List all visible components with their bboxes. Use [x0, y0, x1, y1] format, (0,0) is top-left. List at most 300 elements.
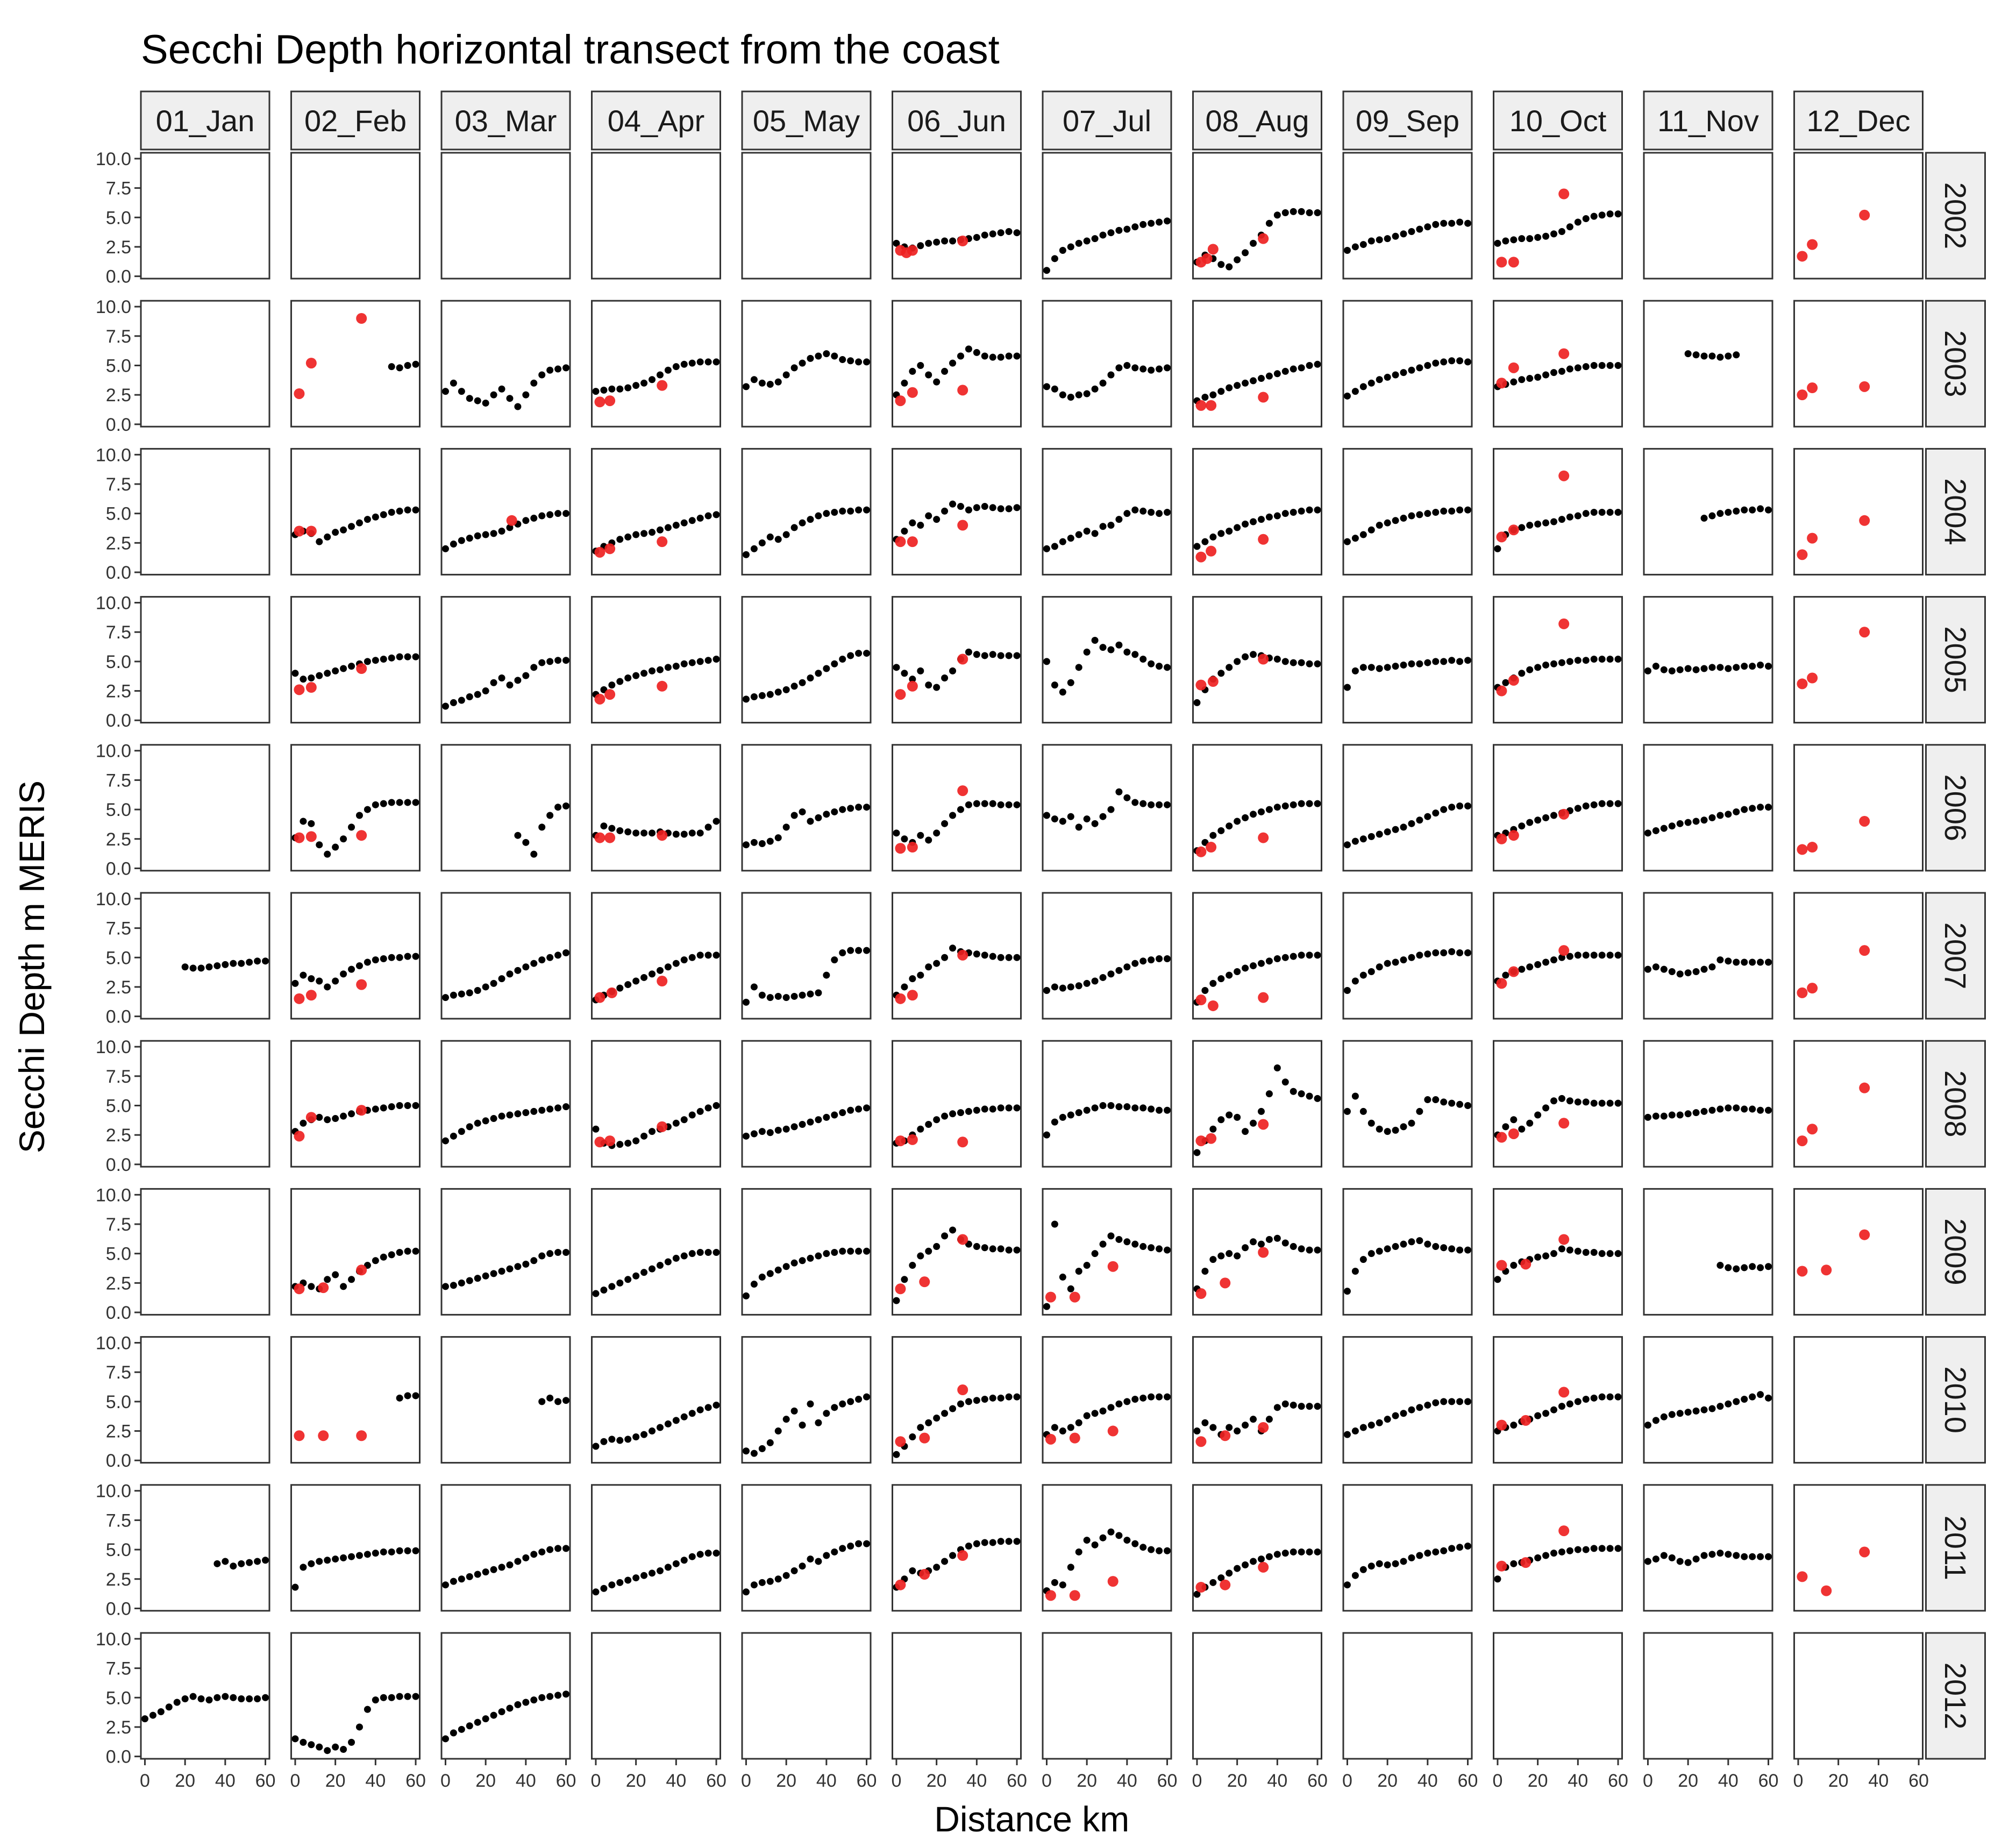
meris-point — [839, 949, 846, 956]
meris-point — [1306, 1548, 1313, 1555]
meris-point — [1392, 233, 1399, 240]
meris-point — [767, 534, 774, 541]
meris-point — [1607, 951, 1614, 958]
meris-point — [1131, 507, 1138, 514]
meris-point — [1123, 362, 1130, 369]
meris-point — [554, 1692, 561, 1699]
meris-point — [855, 1540, 862, 1547]
meris-point — [665, 664, 672, 671]
meris-point — [340, 1113, 347, 1120]
meris-point — [1368, 527, 1375, 534]
meris-point — [965, 345, 972, 352]
meris-point — [855, 947, 862, 954]
meris-point — [1290, 509, 1297, 516]
meris-point — [1685, 1409, 1692, 1416]
meris-point — [1217, 530, 1224, 537]
meris-point — [1100, 232, 1107, 239]
y-tick-label: 7.5 — [105, 1362, 131, 1383]
meris-point — [1566, 223, 1573, 230]
meris-point — [1408, 1406, 1415, 1413]
meris-point — [783, 531, 790, 538]
meris-point — [1314, 1403, 1321, 1410]
meris-point — [925, 240, 932, 247]
insitu-point — [607, 988, 617, 998]
meris-point — [1084, 528, 1091, 535]
meris-point — [1014, 1104, 1021, 1111]
meris-point — [546, 511, 553, 518]
meris-point — [1344, 684, 1351, 691]
meris-point — [1067, 243, 1074, 250]
meris-point — [380, 1254, 387, 1261]
meris-point — [1558, 1548, 1565, 1555]
meris-point — [1494, 545, 1501, 552]
meris-point — [546, 1693, 553, 1700]
meris-point — [1575, 1546, 1582, 1553]
meris-point — [1059, 247, 1066, 254]
meris-point — [1526, 522, 1533, 529]
meris-point — [538, 1548, 545, 1555]
meris-point — [1669, 1411, 1676, 1418]
meris-point — [1733, 508, 1740, 515]
meris-point — [1741, 959, 1748, 966]
meris-point — [1526, 375, 1533, 382]
meris-point — [933, 1243, 940, 1250]
meris-point — [324, 1276, 331, 1283]
meris-point — [356, 962, 363, 969]
insitu-point — [957, 950, 968, 961]
meris-point — [1749, 1394, 1756, 1401]
meris-point — [839, 806, 846, 813]
meris-point — [1164, 955, 1171, 962]
meris-point — [989, 651, 996, 658]
meris-point — [1250, 651, 1257, 658]
meris-point — [1290, 659, 1297, 666]
y-tick-label: 5.0 — [105, 651, 131, 672]
meris-point — [1456, 1101, 1463, 1108]
meris-point — [673, 663, 680, 670]
meris-point — [713, 1102, 720, 1109]
meris-point — [799, 1257, 806, 1264]
meris-point — [917, 832, 924, 839]
meris-point — [1384, 960, 1391, 967]
meris-point — [1725, 1401, 1732, 1408]
meris-point — [1156, 663, 1163, 670]
meris-point — [1749, 1553, 1756, 1560]
meris-point — [1716, 1403, 1723, 1410]
meris-point — [965, 649, 972, 656]
panel-2007-09_Sep — [1343, 893, 1472, 1019]
y-tick-label: 2.5 — [105, 977, 131, 998]
meris-point — [592, 1588, 599, 1595]
meris-point — [973, 651, 980, 658]
meris-point — [372, 1696, 379, 1703]
meris-point — [458, 1280, 465, 1287]
meris-point — [1131, 223, 1138, 230]
y-tick-label: 5.0 — [105, 1540, 131, 1561]
insitu-point — [907, 842, 918, 853]
meris-point — [1701, 1552, 1708, 1559]
y-tick-label: 2.5 — [105, 237, 131, 258]
meris-point — [1550, 1250, 1557, 1257]
meris-point — [1550, 956, 1557, 963]
meris-point — [332, 1744, 339, 1751]
meris-point — [1392, 517, 1399, 524]
meris-point — [624, 1576, 631, 1583]
meris-point — [799, 992, 806, 999]
meris-point — [562, 1397, 569, 1404]
meris-point — [538, 1694, 545, 1701]
y-tick-label: 0.0 — [105, 1599, 131, 1619]
meris-point — [1274, 955, 1281, 962]
meris-point — [759, 1445, 766, 1452]
meris-point — [799, 679, 806, 686]
meris-point — [839, 656, 846, 663]
meris-point — [917, 1253, 924, 1260]
meris-point — [1156, 1394, 1163, 1401]
meris-point — [1092, 386, 1099, 393]
meris-point — [546, 1395, 553, 1402]
meris-point — [649, 376, 656, 383]
meris-point — [863, 650, 870, 657]
meris-point — [981, 1244, 988, 1251]
x-tick-label: 20 — [625, 1771, 646, 1791]
meris-point — [949, 501, 956, 508]
meris-point — [665, 1420, 672, 1427]
meris-point — [388, 509, 395, 516]
meris-point — [466, 535, 473, 542]
insitu-point — [1807, 382, 1818, 393]
insitu-point — [895, 1135, 906, 1146]
meris-point — [1502, 238, 1509, 245]
x-tick-label: 60 — [1758, 1771, 1779, 1791]
insitu-point — [1195, 1436, 1206, 1447]
meris-point — [348, 663, 355, 670]
meris-point — [1677, 666, 1684, 673]
meris-point — [759, 1274, 766, 1281]
meris-point — [689, 1111, 696, 1118]
meris-point — [1400, 956, 1407, 963]
insitu-point — [594, 547, 605, 558]
meris-point — [1226, 1569, 1233, 1576]
meris-point — [1716, 1106, 1723, 1113]
meris-point — [1424, 813, 1431, 820]
meris-point — [1131, 960, 1138, 967]
meris-point — [1599, 211, 1606, 218]
meris-point — [1591, 362, 1598, 369]
meris-point — [1059, 818, 1066, 825]
meris-point — [981, 352, 988, 359]
meris-point — [1392, 1127, 1399, 1134]
meris-point — [998, 652, 1005, 659]
meris-point — [1384, 1245, 1391, 1252]
insitu-point — [957, 1384, 968, 1395]
meris-point — [673, 831, 680, 838]
meris-point — [681, 1253, 688, 1260]
meris-point — [1701, 1406, 1708, 1413]
meris-point — [380, 656, 387, 663]
meris-point — [823, 1250, 830, 1257]
meris-point — [522, 1699, 529, 1706]
meris-point — [1534, 1254, 1541, 1261]
meris-point — [933, 516, 940, 523]
meris-point — [1607, 1394, 1614, 1401]
meris-point — [863, 1394, 870, 1401]
meris-point — [649, 667, 656, 674]
meris-point — [807, 1555, 814, 1562]
meris-point — [1392, 959, 1399, 966]
meris-point — [1115, 364, 1122, 371]
meris-point — [1226, 1111, 1233, 1118]
meris-point — [743, 383, 750, 390]
meris-point — [530, 515, 537, 522]
meris-point — [1266, 514, 1273, 521]
y-tick-label: 10.0 — [95, 445, 131, 466]
meris-point — [1344, 1431, 1351, 1438]
meris-point — [404, 1547, 411, 1554]
meris-point — [697, 358, 704, 365]
meris-point — [1448, 357, 1455, 364]
meris-point — [1661, 1113, 1668, 1120]
meris-point — [1148, 220, 1155, 227]
y-tick-label: 10.0 — [95, 297, 131, 318]
meris-point — [917, 242, 924, 249]
meris-point — [608, 1283, 615, 1290]
meris-point — [554, 1398, 561, 1405]
meris-point — [1448, 508, 1455, 515]
meris-point — [174, 1699, 181, 1706]
insitu-point — [1859, 1230, 1870, 1240]
meris-point — [855, 358, 862, 365]
meris-point — [514, 967, 521, 974]
meris-point — [1290, 1548, 1297, 1555]
meris-point — [514, 677, 521, 684]
meris-point — [364, 1706, 371, 1713]
meris-point — [925, 963, 932, 970]
meris-point — [1432, 809, 1439, 816]
column-strip-label: 01_Jan — [155, 104, 255, 138]
y-tick-label: 10.0 — [95, 1481, 131, 1502]
meris-point — [1201, 1419, 1208, 1426]
panel-2012-08_Aug — [1193, 1633, 1322, 1759]
insitu-point — [594, 694, 605, 705]
meris-point — [1139, 957, 1146, 964]
meris-point — [783, 1263, 790, 1270]
meris-point — [538, 956, 545, 963]
meris-point — [1652, 1113, 1659, 1120]
meris-point — [863, 358, 870, 365]
meris-point — [941, 238, 948, 245]
insitu-point — [1195, 994, 1206, 1005]
meris-point — [1006, 1247, 1013, 1254]
insitu-point — [1821, 1586, 1832, 1596]
meris-point — [474, 532, 481, 539]
meris-point — [1615, 1250, 1622, 1257]
meris-point — [767, 1439, 774, 1446]
meris-point — [1092, 1410, 1099, 1417]
meris-point — [1131, 799, 1138, 806]
x-tick-label: 20 — [1678, 1771, 1699, 1791]
meris-point — [1575, 1098, 1582, 1105]
meris-point — [1226, 664, 1233, 671]
meris-point — [1440, 1547, 1447, 1554]
meris-point — [1607, 210, 1614, 217]
meris-point — [1652, 827, 1659, 834]
insitu-point — [1220, 1277, 1230, 1288]
meris-point — [1250, 1238, 1257, 1245]
meris-point — [1242, 653, 1249, 660]
meris-point — [1575, 951, 1582, 958]
meris-point — [1282, 209, 1289, 216]
meris-point — [1566, 658, 1573, 665]
meris-point — [1314, 800, 1321, 807]
meris-point — [442, 994, 449, 1001]
meris-point — [697, 1551, 704, 1558]
y-tick-label: 2.5 — [105, 829, 131, 850]
meris-point — [1583, 1396, 1590, 1403]
meris-point — [1107, 806, 1114, 813]
meris-point — [1148, 367, 1155, 374]
meris-point — [1051, 1119, 1058, 1126]
meris-point — [1201, 987, 1208, 994]
meris-point — [1607, 1100, 1614, 1107]
insitu-point — [1807, 1124, 1818, 1134]
meris-point — [356, 812, 363, 819]
meris-point — [1314, 660, 1321, 667]
meris-point — [673, 1255, 680, 1262]
meris-point — [1669, 1554, 1676, 1561]
meris-point — [300, 1120, 307, 1127]
y-tick-label: 10.0 — [95, 148, 131, 169]
x-tick-label: 0 — [1042, 1771, 1052, 1791]
meris-point — [364, 959, 371, 966]
column-strip-label: 12_Dec — [1806, 104, 1911, 138]
panel-2003-07_Jul — [1043, 301, 1171, 427]
meris-point — [1408, 660, 1415, 667]
insitu-point — [1070, 1292, 1080, 1303]
meris-point — [673, 1417, 680, 1424]
meris-point — [1123, 510, 1130, 517]
y-tick-label: 0.0 — [105, 858, 131, 879]
meris-point — [1139, 508, 1146, 515]
meris-point — [482, 400, 489, 407]
panel-2012-04_Apr — [592, 1633, 721, 1759]
meris-point — [1084, 390, 1091, 397]
meris-point — [933, 1415, 940, 1422]
meris-point — [324, 1557, 331, 1564]
meris-point — [348, 1553, 355, 1560]
meris-point — [316, 1744, 323, 1751]
meris-point — [901, 380, 908, 387]
meris-point — [1274, 1235, 1281, 1242]
meris-point — [190, 1693, 197, 1700]
insitu-point — [1520, 1259, 1531, 1269]
meris-point — [998, 1245, 1005, 1252]
meris-point — [775, 834, 782, 841]
meris-point — [1448, 1245, 1455, 1252]
meris-point — [989, 1395, 996, 1402]
meris-point — [893, 829, 900, 836]
facet-panels — [96, 91, 1985, 1791]
meris-point — [1051, 681, 1058, 688]
meris-point — [681, 660, 688, 667]
x-tick-label: 20 — [926, 1771, 947, 1791]
insitu-point — [1797, 678, 1807, 689]
meris-point — [1059, 538, 1066, 545]
meris-point — [546, 1546, 553, 1553]
meris-point — [412, 1102, 419, 1109]
meris-point — [624, 1276, 631, 1283]
meris-point — [1456, 507, 1463, 514]
panel-2008-03_Mar — [441, 1041, 570, 1167]
meris-point — [1416, 364, 1423, 371]
meris-point — [1352, 1572, 1359, 1579]
meris-point — [396, 508, 403, 515]
insitu-point — [1508, 363, 1519, 373]
panel-2010-08_Aug — [1193, 1337, 1322, 1463]
meris-point — [1156, 801, 1163, 808]
meris-point — [538, 659, 545, 666]
meris-point — [847, 1107, 854, 1114]
panel-2004-01_Jan — [141, 449, 269, 574]
meris-point — [205, 1696, 212, 1703]
meris-point — [1526, 1120, 1533, 1127]
meris-point — [673, 1120, 680, 1127]
meris-point — [1708, 1551, 1715, 1558]
panel-2005-07_Jul — [1043, 597, 1171, 723]
meris-point — [538, 371, 545, 378]
meris-point — [380, 800, 387, 807]
meris-point — [466, 693, 473, 700]
meris-point — [372, 1257, 379, 1264]
meris-point — [1156, 219, 1163, 226]
x-tick-label: 40 — [666, 1771, 687, 1791]
y-tick-label: 7.5 — [105, 770, 131, 791]
meris-point — [1314, 951, 1321, 958]
meris-point — [893, 1451, 900, 1458]
meris-point — [474, 1120, 481, 1127]
insitu-point — [1195, 552, 1206, 563]
meris-point — [1209, 1579, 1216, 1586]
meris-point — [1148, 660, 1155, 667]
meris-point — [957, 1401, 964, 1408]
meris-point — [1298, 1548, 1305, 1555]
meris-point — [1164, 217, 1171, 224]
meris-point — [1344, 1581, 1351, 1588]
meris-point — [1156, 955, 1163, 962]
meris-point — [957, 1109, 964, 1116]
meris-point — [1290, 208, 1297, 215]
meris-point — [807, 1255, 814, 1262]
meris-point — [1575, 513, 1582, 520]
meris-point — [689, 954, 696, 961]
meris-point — [649, 1266, 656, 1273]
meris-point — [1408, 820, 1415, 827]
meris-point — [1352, 243, 1359, 250]
meris-point — [1075, 531, 1082, 538]
meris-point — [316, 538, 323, 545]
meris-point — [506, 1704, 513, 1711]
insitu-point — [895, 843, 906, 854]
meris-point — [767, 381, 774, 388]
insitu-point — [1195, 1582, 1206, 1593]
meris-point — [1226, 264, 1233, 271]
meris-point — [1591, 801, 1598, 808]
meris-point — [775, 1127, 782, 1134]
meris-point — [592, 1290, 599, 1297]
meris-point — [1092, 1250, 1099, 1257]
meris-point — [616, 678, 623, 685]
meris-point — [1250, 377, 1257, 384]
